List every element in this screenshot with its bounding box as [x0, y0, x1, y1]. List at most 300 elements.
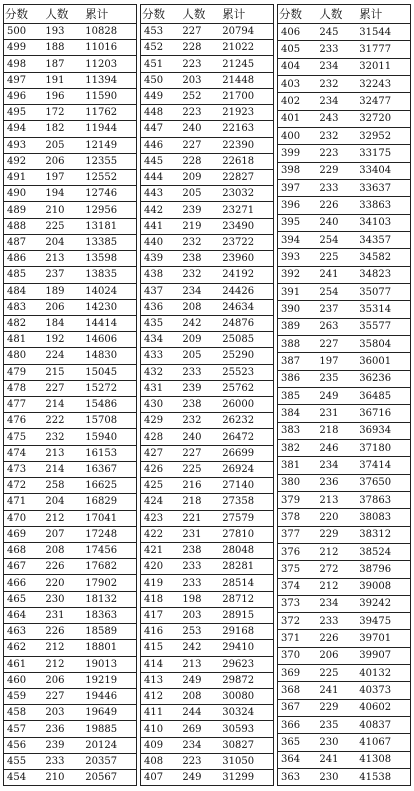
- cell-cumulative: 16625: [83, 478, 136, 494]
- cell-count: 223: [180, 105, 220, 121]
- cell-score: 379: [278, 491, 318, 508]
- header-row: [278, 5, 411, 24]
- table-row: [4, 364, 137, 380]
- cell-cumulative: 31050: [220, 753, 273, 769]
- cell-score: 399: [278, 145, 318, 162]
- cell-score: 452: [141, 40, 181, 56]
- cell-score: 416: [141, 624, 181, 640]
- cell-score: 455: [4, 753, 44, 769]
- cell-count: 231: [43, 607, 83, 623]
- cell-cumulative: 17041: [83, 510, 136, 526]
- table-row: [278, 509, 411, 526]
- cell-count: 216: [180, 478, 220, 494]
- cell-count: 213: [43, 445, 83, 461]
- cell-count: 204: [43, 494, 83, 510]
- table-row: [278, 457, 411, 474]
- table-row: [278, 439, 411, 456]
- cell-cumulative: 30324: [220, 705, 273, 721]
- cell-cumulative: 37863: [357, 491, 410, 508]
- cell-count: 253: [180, 624, 220, 640]
- cell-count: 193: [43, 24, 83, 40]
- cell-score: 398: [278, 162, 318, 179]
- cell-count: 237: [43, 267, 83, 283]
- cell-count: 224: [43, 348, 83, 364]
- cell-cumulative: 39008: [357, 578, 410, 595]
- cell-count: 233: [43, 753, 83, 769]
- cell-score: 390: [278, 301, 318, 318]
- cell-score: 418: [141, 591, 181, 607]
- cell-count: 213: [180, 656, 220, 672]
- cell-score: 369: [278, 665, 318, 682]
- cell-count: 227: [180, 24, 220, 40]
- cell-cumulative: 38312: [357, 526, 410, 543]
- cell-count: 194: [43, 186, 83, 202]
- cell-score: 389: [278, 318, 318, 335]
- cell-count: 230: [317, 734, 357, 751]
- table-row: [278, 301, 411, 318]
- table-row: [4, 315, 137, 331]
- cell-score: 494: [4, 121, 44, 137]
- table-row: [278, 734, 411, 751]
- cell-cumulative: 29623: [220, 656, 273, 672]
- cell-count: 189: [43, 283, 83, 299]
- cell-count: 240: [317, 214, 357, 231]
- cell-cumulative: 23490: [220, 218, 273, 234]
- cell-count: 233: [180, 364, 220, 380]
- cell-count: 234: [317, 595, 357, 612]
- table-row: [141, 640, 274, 656]
- cell-cumulative: 22618: [220, 153, 273, 169]
- cell-count: 192: [43, 332, 83, 348]
- cell-cumulative: 36001: [357, 353, 410, 370]
- cell-cumulative: 28915: [220, 607, 273, 623]
- table-row: [141, 364, 274, 380]
- cell-cumulative: 33175: [357, 145, 410, 162]
- cell-cumulative: 37650: [357, 474, 410, 491]
- table-row: [278, 335, 411, 352]
- cell-cumulative: 24876: [220, 315, 273, 331]
- table-row: [141, 413, 274, 429]
- cell-count: 225: [317, 665, 357, 682]
- cell-cumulative: 30827: [220, 737, 273, 753]
- cell-score: 400: [278, 127, 318, 144]
- table-row: [278, 405, 411, 422]
- cell-count: 197: [43, 169, 83, 185]
- table-row: [278, 613, 411, 630]
- table-row: [278, 266, 411, 283]
- cell-count: 203: [43, 705, 83, 721]
- cell-score: 406: [278, 24, 318, 41]
- table-row: [141, 770, 274, 786]
- cell-cumulative: 11016: [83, 40, 136, 56]
- table-row: [4, 413, 137, 429]
- cell-score: 415: [141, 640, 181, 656]
- cell-score: 424: [141, 494, 181, 510]
- table-row: [278, 647, 411, 664]
- table-row: [4, 169, 137, 185]
- table-row: [4, 445, 137, 461]
- table-row: [141, 348, 274, 364]
- cell-cumulative: 24192: [220, 267, 273, 283]
- table-row: [4, 56, 137, 72]
- table-row: [141, 186, 274, 202]
- cell-cumulative: 41538: [357, 769, 410, 786]
- table-row: [4, 607, 137, 623]
- cell-count: 233: [317, 179, 357, 196]
- cell-cumulative: 26000: [220, 397, 273, 413]
- cell-count: 218: [180, 494, 220, 510]
- table-row: [4, 397, 137, 413]
- cell-score: 364: [278, 751, 318, 768]
- cell-cumulative: 14024: [83, 283, 136, 299]
- cell-cumulative: 10828: [83, 24, 136, 40]
- cell-score: 368: [278, 682, 318, 699]
- cell-cumulative: 21448: [220, 72, 273, 88]
- cell-score: 423: [141, 510, 181, 526]
- table-row: [4, 267, 137, 283]
- score-distribution-tables: [3, 4, 411, 786]
- cell-count: 227: [43, 380, 83, 396]
- cell-cumulative: 32477: [357, 93, 410, 110]
- table-row: [278, 318, 411, 335]
- cell-score: 483: [4, 299, 44, 315]
- table-row: [141, 429, 274, 445]
- cell-cumulative: 12552: [83, 169, 136, 185]
- cell-count: 197: [317, 353, 357, 370]
- cell-score: 388: [278, 335, 318, 352]
- cell-score: 498: [4, 56, 44, 72]
- header-row: [141, 5, 274, 24]
- cell-score: 471: [4, 494, 44, 510]
- table-row: [278, 630, 411, 647]
- cell-score: 447: [141, 121, 181, 137]
- cell-count: 221: [180, 510, 220, 526]
- cell-score: 434: [141, 332, 181, 348]
- cell-count: 220: [43, 575, 83, 591]
- cell-count: 241: [317, 266, 357, 283]
- cell-cumulative: 38796: [357, 561, 410, 578]
- table-row: [278, 665, 411, 682]
- cell-cumulative: 24426: [220, 283, 273, 299]
- cell-cumulative: 27810: [220, 526, 273, 542]
- cell-score: 376: [278, 543, 318, 560]
- cell-count: 227: [180, 137, 220, 153]
- cell-cumulative: 11590: [83, 88, 136, 104]
- cell-score: 425: [141, 478, 181, 494]
- cell-cumulative: 13835: [83, 267, 136, 283]
- cell-score: 486: [4, 251, 44, 267]
- cell-cumulative: 11394: [83, 72, 136, 88]
- cell-cumulative: 32720: [357, 110, 410, 127]
- table-row: [141, 234, 274, 250]
- cell-score: 448: [141, 105, 181, 121]
- cell-score: 492: [4, 153, 44, 169]
- cell-score: 488: [4, 218, 44, 234]
- cell-count: 234: [180, 283, 220, 299]
- score-table-2: [140, 4, 274, 786]
- cell-cumulative: 23032: [220, 186, 273, 202]
- cell-count: 198: [180, 591, 220, 607]
- table-row: [278, 353, 411, 370]
- table-row: [141, 202, 274, 218]
- cell-score: 413: [141, 672, 181, 688]
- cell-score: 378: [278, 509, 318, 526]
- table-row: [278, 699, 411, 716]
- cell-score: 372: [278, 613, 318, 630]
- cell-count: 238: [180, 251, 220, 267]
- cell-score: 482: [4, 315, 44, 331]
- cell-cumulative: 36716: [357, 405, 410, 422]
- cell-cumulative: 22827: [220, 169, 273, 185]
- header-count: 人数: [180, 5, 220, 24]
- cell-cumulative: 36485: [357, 387, 410, 404]
- cell-cumulative: 15486: [83, 397, 136, 413]
- cell-count: 184: [43, 315, 83, 331]
- cell-cumulative: 26232: [220, 413, 273, 429]
- table-row: [141, 494, 274, 510]
- cell-score: 393: [278, 249, 318, 266]
- cell-cumulative: 21022: [220, 40, 273, 56]
- cell-count: 254: [317, 231, 357, 248]
- cell-score: 383: [278, 422, 318, 439]
- header-cumulative: 累计: [357, 5, 410, 24]
- cell-score: 366: [278, 717, 318, 734]
- cell-score: 439: [141, 251, 181, 267]
- cell-count: 172: [43, 105, 83, 121]
- cell-score: 363: [278, 769, 318, 786]
- table-row: [4, 575, 137, 591]
- cell-score: 453: [141, 24, 181, 40]
- cell-count: 223: [180, 753, 220, 769]
- cell-score: 370: [278, 647, 318, 664]
- cell-score: 445: [141, 153, 181, 169]
- cell-cumulative: 34823: [357, 266, 410, 283]
- table-header: [4, 5, 137, 24]
- table-row: [4, 737, 137, 753]
- cell-cumulative: 39907: [357, 647, 410, 664]
- cell-count: 205: [180, 348, 220, 364]
- cell-count: 206: [43, 672, 83, 688]
- cell-count: 232: [180, 267, 220, 283]
- cell-count: 208: [43, 543, 83, 559]
- cell-count: 236: [43, 721, 83, 737]
- cell-cumulative: 17682: [83, 559, 136, 575]
- cell-score: 371: [278, 630, 318, 647]
- cell-count: 232: [43, 429, 83, 445]
- cell-cumulative: 11203: [83, 56, 136, 72]
- cell-count: 204: [43, 234, 83, 250]
- table-row: [141, 380, 274, 396]
- cell-score: 377: [278, 526, 318, 543]
- cell-score: 411: [141, 705, 181, 721]
- table-header: [141, 5, 274, 24]
- cell-score: 419: [141, 575, 181, 591]
- cell-cumulative: 27358: [220, 494, 273, 510]
- cell-cumulative: 25290: [220, 348, 273, 364]
- cell-score: 403: [278, 75, 318, 92]
- cell-count: 233: [317, 41, 357, 58]
- cell-count: 263: [317, 318, 357, 335]
- cell-score: 446: [141, 137, 181, 153]
- cell-cumulative: 11762: [83, 105, 136, 121]
- cell-cumulative: 14606: [83, 332, 136, 348]
- header-score: 分数: [141, 5, 181, 24]
- cell-score: 408: [141, 753, 181, 769]
- cell-score: 472: [4, 478, 44, 494]
- cell-score: 373: [278, 595, 318, 612]
- cell-count: 241: [317, 751, 357, 768]
- table-row: [141, 591, 274, 607]
- cell-cumulative: 19446: [83, 688, 136, 704]
- cell-score: 467: [4, 559, 44, 575]
- cell-count: 237: [317, 301, 357, 318]
- cell-score: 470: [4, 510, 44, 526]
- table-row: [141, 705, 274, 721]
- cell-score: 384: [278, 405, 318, 422]
- table-row: [141, 121, 274, 137]
- cell-score: 394: [278, 231, 318, 248]
- cell-count: 243: [317, 110, 357, 127]
- cell-cumulative: 19649: [83, 705, 136, 721]
- cell-cumulative: 29410: [220, 640, 273, 656]
- cell-count: 239: [43, 737, 83, 753]
- cell-count: 191: [43, 72, 83, 88]
- cell-score: 385: [278, 387, 318, 404]
- cell-cumulative: 27579: [220, 510, 273, 526]
- table-row: [278, 543, 411, 560]
- cell-cumulative: 40132: [357, 665, 410, 682]
- table-row: [141, 153, 274, 169]
- cell-cumulative: 11944: [83, 121, 136, 137]
- cell-score: 481: [4, 332, 44, 348]
- cell-cumulative: 22390: [220, 137, 273, 153]
- cell-count: 214: [43, 397, 83, 413]
- table-row: [4, 543, 137, 559]
- cell-cumulative: 38083: [357, 509, 410, 526]
- cell-count: 188: [43, 40, 83, 56]
- cell-count: 203: [180, 72, 220, 88]
- cell-score: 465: [4, 591, 44, 607]
- cell-score: 459: [4, 688, 44, 704]
- cell-count: 227: [317, 335, 357, 352]
- cell-cumulative: 29872: [220, 672, 273, 688]
- cell-score: 412: [141, 688, 181, 704]
- table-row: [278, 75, 411, 92]
- cell-count: 219: [180, 218, 220, 234]
- table-row: [278, 127, 411, 144]
- cell-count: 206: [317, 647, 357, 664]
- cell-count: 230: [317, 769, 357, 786]
- cell-cumulative: 20124: [83, 737, 136, 753]
- cell-cumulative: 17902: [83, 575, 136, 591]
- table-row: [4, 283, 137, 299]
- table-row: [141, 510, 274, 526]
- score-table-1: [3, 4, 137, 786]
- table-row: [4, 380, 137, 396]
- cell-cumulative: 35314: [357, 301, 410, 318]
- cell-count: 249: [180, 770, 220, 786]
- table-row: [141, 24, 274, 40]
- cell-cumulative: 39701: [357, 630, 410, 647]
- cell-count: 234: [317, 93, 357, 110]
- table-row: [4, 672, 137, 688]
- table-row: [141, 607, 274, 623]
- cell-cumulative: 40837: [357, 717, 410, 734]
- cell-count: 227: [43, 688, 83, 704]
- cell-count: 235: [317, 370, 357, 387]
- cell-count: 225: [43, 218, 83, 234]
- table-row: [141, 543, 274, 559]
- table-row: [141, 267, 274, 283]
- cell-count: 236: [317, 474, 357, 491]
- cell-count: 187: [43, 56, 83, 72]
- table-row: [4, 770, 137, 786]
- cell-cumulative: 15708: [83, 413, 136, 429]
- table-row: [4, 88, 137, 104]
- cell-count: 234: [317, 457, 357, 474]
- table-row: [4, 510, 137, 526]
- table-row: [278, 58, 411, 75]
- cell-score: 365: [278, 734, 318, 751]
- cell-cumulative: 28281: [220, 559, 273, 575]
- cell-count: 232: [317, 75, 357, 92]
- cell-cumulative: 34357: [357, 231, 410, 248]
- cell-score: 441: [141, 218, 181, 234]
- cell-cumulative: 37414: [357, 457, 410, 474]
- cell-score: 433: [141, 348, 181, 364]
- cell-count: 228: [180, 40, 220, 56]
- table-row: [278, 249, 411, 266]
- cell-score: 499: [4, 40, 44, 56]
- cell-cumulative: 41308: [357, 751, 410, 768]
- cell-cumulative: 34582: [357, 249, 410, 266]
- cell-count: 213: [43, 251, 83, 267]
- table-row: [278, 751, 411, 768]
- table-row: [4, 234, 137, 250]
- table-row: [278, 422, 411, 439]
- cell-score: 457: [4, 721, 44, 737]
- cell-cumulative: 40373: [357, 682, 410, 699]
- cell-cumulative: 28712: [220, 591, 273, 607]
- cell-score: 367: [278, 699, 318, 716]
- cell-score: 479: [4, 364, 44, 380]
- cell-cumulative: 13385: [83, 234, 136, 250]
- cell-cumulative: 21245: [220, 56, 273, 72]
- table-row: [141, 218, 274, 234]
- table-row: [278, 717, 411, 734]
- cell-score: 432: [141, 364, 181, 380]
- cell-cumulative: 26699: [220, 445, 273, 461]
- cell-cumulative: 28514: [220, 575, 273, 591]
- table-row: [141, 169, 274, 185]
- cell-cumulative: 38524: [357, 543, 410, 560]
- table-body: [278, 24, 411, 786]
- cell-cumulative: 12746: [83, 186, 136, 202]
- table-row: [141, 56, 274, 72]
- cell-score: 473: [4, 461, 44, 477]
- cell-count: 239: [180, 202, 220, 218]
- cell-score: 382: [278, 439, 318, 456]
- cell-count: 212: [317, 578, 357, 595]
- cell-cumulative: 20357: [83, 753, 136, 769]
- cell-cumulative: 26924: [220, 461, 273, 477]
- table-row: [278, 526, 411, 543]
- header-count: 人数: [43, 5, 83, 24]
- cell-cumulative: 14230: [83, 299, 136, 315]
- cell-score: 468: [4, 543, 44, 559]
- cell-score: 391: [278, 283, 318, 300]
- cell-cumulative: 35077: [357, 283, 410, 300]
